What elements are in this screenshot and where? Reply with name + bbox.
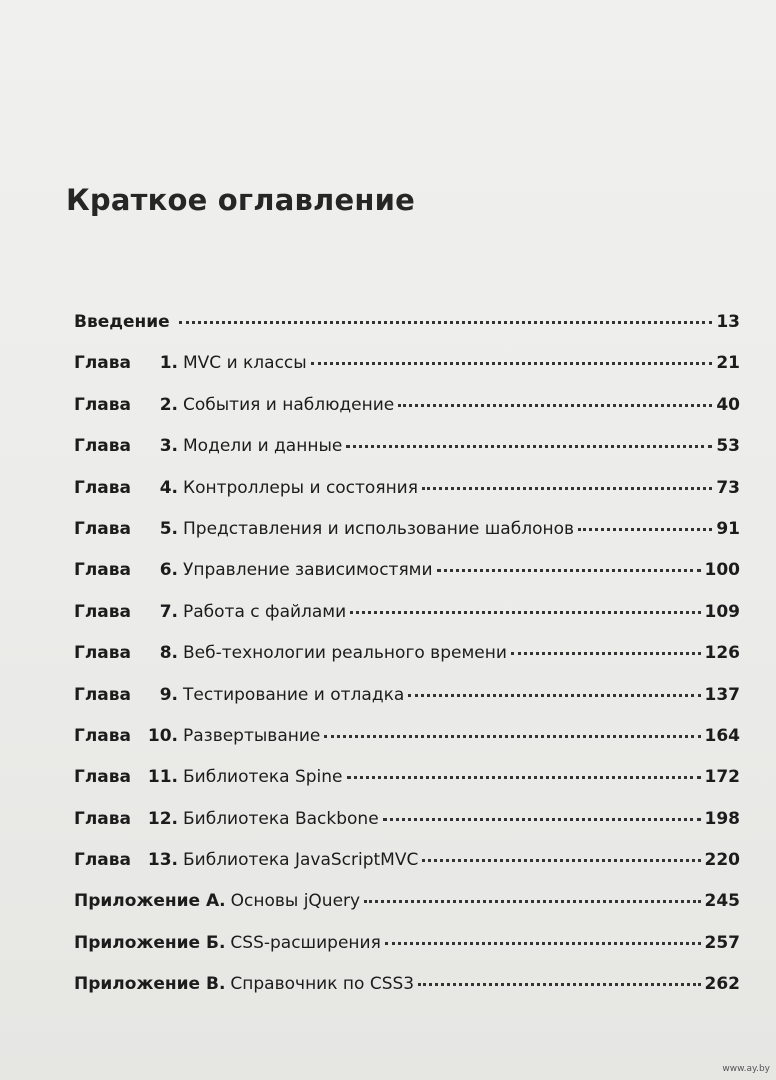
toc-page-number: 245 <box>704 891 740 912</box>
toc-name: MVC и классы <box>183 353 307 374</box>
chapter-label: Глава <box>74 477 131 498</box>
chapter-number: 9. <box>159 684 178 705</box>
dot-leader <box>422 859 700 862</box>
chapter-label: Глава <box>74 850 131 871</box>
chapter-number: 5. <box>159 518 178 539</box>
toc-page-number: 137 <box>704 684 740 705</box>
toc-row-appendix-v <box>74 974 740 1015</box>
chapter-number: 8. <box>159 643 178 664</box>
toc-row-appendix-b <box>74 933 740 974</box>
toc-page-number: 172 <box>704 767 740 788</box>
dot-leader <box>179 321 713 324</box>
toc-name: Тестирование и отладка <box>183 684 405 705</box>
chapter-number: 13. <box>147 850 178 871</box>
chapter-number: 11. <box>147 767 178 788</box>
toc-page-number: 257 <box>704 932 740 953</box>
toc-prefix <box>74 850 178 870</box>
toc-name: Управление зависимостями <box>183 560 433 581</box>
chapter-number: 7. <box>159 601 178 622</box>
toc-prefix <box>74 395 178 415</box>
dot-leader <box>346 445 712 448</box>
toc-row-chapter-8 <box>74 643 740 684</box>
toc-row-chapter-10 <box>74 726 740 767</box>
toc-name: Модели и данные <box>183 436 343 457</box>
dot-leader <box>578 528 712 531</box>
chapter-number: 4. <box>159 477 178 498</box>
toc-row-chapter-6 <box>74 560 740 601</box>
toc-page-number: 53 <box>716 436 740 457</box>
toc-prefix <box>74 602 178 622</box>
toc-row-chapter-13 <box>74 850 740 891</box>
dot-leader <box>311 362 713 365</box>
toc-page-number: 91 <box>716 518 740 539</box>
toc-prefix <box>74 685 178 705</box>
toc-name: Работа с файлами <box>183 601 347 622</box>
chapter-label: Глава <box>74 353 131 374</box>
toc-prefix <box>74 436 178 456</box>
toc-page-number: 21 <box>716 353 740 374</box>
toc-page-number: 126 <box>704 643 740 664</box>
chapter-label: Глава <box>74 684 131 705</box>
toc-name: Развертывание <box>183 725 321 746</box>
chapter-label: Глава <box>74 725 131 746</box>
chapter-label: Глава <box>74 394 131 415</box>
toc-page-number: 40 <box>716 394 740 415</box>
toc-prefix: Приложение А. <box>74 891 226 912</box>
toc-prefix <box>74 478 178 498</box>
toc-name: CSS-расширения <box>230 932 381 953</box>
toc-prefix <box>74 767 178 787</box>
toc-name: Основы jQuery <box>230 891 361 912</box>
watermark: www.ay.by <box>722 1064 770 1074</box>
chapter-number: 3. <box>159 436 178 457</box>
chapter-label: Глава <box>74 560 131 581</box>
toc-name: Представления и использование шаблонов <box>183 518 574 539</box>
dot-leader <box>422 487 712 490</box>
dot-leader <box>350 611 700 614</box>
toc-row-chapter-12 <box>74 809 740 850</box>
toc-row-chapter-4 <box>74 478 740 519</box>
toc-prefix <box>74 809 178 829</box>
chapter-number: 1. <box>159 353 178 374</box>
dot-leader <box>511 652 701 655</box>
chapter-label: Глава <box>74 808 131 829</box>
toc-name: Библиотека Backbone <box>183 808 379 829</box>
chapter-number: 2. <box>159 394 178 415</box>
dot-leader <box>408 694 700 697</box>
toc-name: Библиотека Spine <box>183 767 343 788</box>
toc-prefix <box>74 560 178 580</box>
chapter-number: 10. <box>147 725 178 746</box>
toc-prefix <box>74 353 178 373</box>
toc-name: Библиотека JavaScriptMVC <box>183 850 419 871</box>
toc-prefix: Введение <box>74 312 170 332</box>
toc-page-number: 198 <box>704 808 740 829</box>
toc-page-number: 164 <box>704 725 740 746</box>
toc-name: Веб-технологии реального времени <box>183 643 507 664</box>
dot-leader <box>385 942 701 945</box>
toc-name: Справочник по CSS3 <box>230 974 415 995</box>
dot-leader <box>347 776 701 779</box>
toc-page-number: 109 <box>704 601 740 622</box>
toc-row-chapter-2 <box>74 395 740 436</box>
toc-prefix <box>74 643 178 663</box>
chapter-label: Глава <box>74 601 131 622</box>
toc-prefix <box>74 519 178 539</box>
dot-leader <box>324 735 700 738</box>
toc-prefix: Приложение Б. <box>74 932 226 953</box>
dot-leader <box>437 569 701 572</box>
toc-page-number: 100 <box>704 560 740 581</box>
toc-row-chapter-5 <box>74 519 740 560</box>
toc-name: Контроллеры и состояния <box>183 477 418 498</box>
dot-leader <box>364 900 700 903</box>
toc-prefix <box>74 726 178 746</box>
toc-name: События и наблюдение <box>183 394 395 415</box>
toc-row-chapter-11 <box>74 767 740 808</box>
toc-row-chapter-7 <box>74 602 740 643</box>
dot-leader <box>418 983 700 986</box>
chapter-label: Глава <box>74 643 131 664</box>
chapter-label: Глава <box>74 518 131 539</box>
toc-row-chapter-3 <box>74 436 740 477</box>
chapter-number: 6. <box>159 560 178 581</box>
dot-leader <box>383 818 701 821</box>
toc-row-chapter-9 <box>74 685 740 726</box>
toc-prefix: Приложение В. <box>74 974 226 995</box>
table-of-contents <box>74 312 740 1016</box>
page-title: Краткое оглавление <box>66 183 415 217</box>
chapter-label: Глава <box>74 436 131 457</box>
chapter-label: Глава <box>74 767 131 788</box>
toc-row-appendix-a <box>74 891 740 932</box>
toc-page-number: 73 <box>716 477 740 498</box>
toc-page-number: 13 <box>716 312 740 332</box>
toc-page-number: 262 <box>704 974 740 995</box>
toc-page-number: 220 <box>704 850 740 871</box>
toc-row-chapter-1 <box>74 353 740 394</box>
dot-leader <box>398 404 712 407</box>
chapter-number: 12. <box>147 808 178 829</box>
toc-row-introduction <box>74 312 740 353</box>
